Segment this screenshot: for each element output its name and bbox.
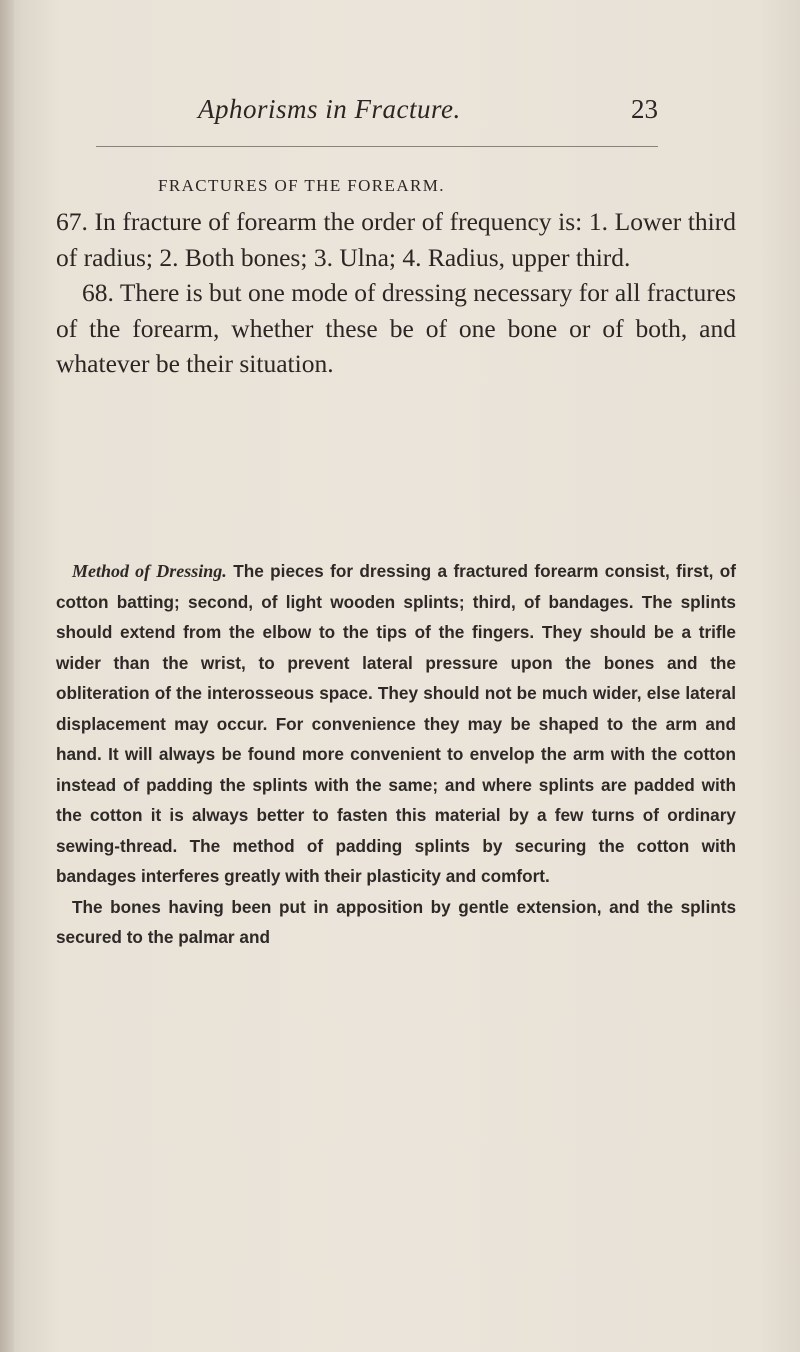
aphorism-text: In fracture of forearm the order of frequency is: 1. Lower third of radius; 2. Both bones; 3. Ulna; 4. Radius, upper third. [56,207,736,272]
page-number: 23 [631,94,658,124]
section-title: FRACTURES OF THE FOREARM. [158,176,445,195]
aphorisms-block [56,204,736,382]
aphorism-number: 67. [56,207,88,236]
aphorism-number: 68. [82,278,114,307]
method-label: Method of Dressing. [72,561,227,581]
aphorism-67 [56,204,736,275]
header-rule [96,146,658,147]
commentary-text: The bones having been put in apposition by gentle extension, and the splints secured to the palmar and [56,896,736,947]
running-title: Aphorisms in Fracture. [198,94,461,124]
aphorism-text: There is but one mode of dressing necessary for all fractures of the forearm, whether these be of one bone or of both, and whatever be their situation. [56,278,736,378]
running-head [198,94,668,134]
commentary-paragraph [56,556,736,892]
commentary-text: The pieces for dressing a fractured forearm consist, first, of cotton batting; second, of light wooden splints; third, of bandages. The splints should extend from the elbow to the tips of the fingers. They should be a trifle wider than the wrist, to prevent lateral pressure upon the bones and the obliteration of the interosseous space. They should not be much wider, else lateral displacement may occur. For convenience they may be shaped to the arm and hand. It will always be found more convenient to envelop the arm with the cotton instead of padding the splints with the same; and where splints are padded with the cotton it is always better to fasten this material by a few turns of ordinary sewing-thread. The method of padding splints by securing the cotton with bandages interferes greatly with their plasticity and comfort. [56,561,737,886]
page-gutter-shadow [0,0,14,1352]
commentary-paragraph [56,892,736,953]
aphorism-68 [56,275,736,382]
commentary-block [56,556,736,953]
